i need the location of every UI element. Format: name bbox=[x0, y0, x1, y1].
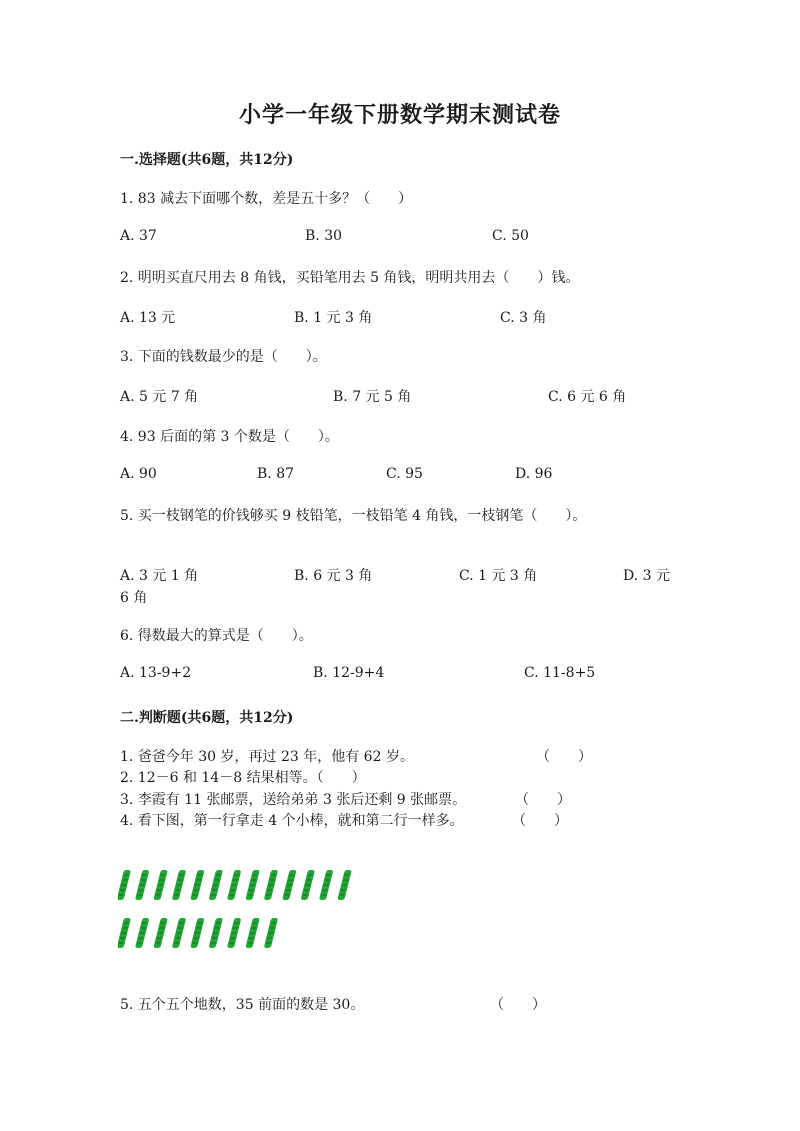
question-6: 6. 得数最大的算式是（ ）。 bbox=[120, 628, 313, 644]
question-4: 4. 93 后面的第 3 个数是（ ）。 bbox=[120, 429, 339, 445]
row2-stick bbox=[118, 918, 131, 948]
q4-option-c: C. 95 bbox=[386, 466, 423, 482]
q5-option-b: B. 6 元 3 角 bbox=[294, 568, 373, 584]
row1-stick bbox=[245, 870, 259, 900]
question-2: 2. 明明买直尺用去 8 角钱，买铅笔用去 5 角钱，明明共用去（ ）钱。 bbox=[120, 270, 580, 286]
q2-option-a: A. 13 元 bbox=[120, 310, 176, 326]
q4-option-a: A. 90 bbox=[120, 466, 157, 482]
row1-stick bbox=[118, 870, 131, 900]
q5-option-a: A. 3 元 1 角 bbox=[120, 568, 199, 584]
row1-stick bbox=[135, 870, 149, 900]
row2-stick bbox=[190, 918, 204, 948]
q6-option-c: C. 11-8+5 bbox=[524, 665, 596, 681]
q1-option-c: C. 50 bbox=[492, 228, 529, 244]
q1-option-a: A. 37 bbox=[120, 228, 157, 244]
row1-stick bbox=[264, 870, 278, 900]
q6-option-b: B. 12-9+4 bbox=[313, 665, 385, 681]
q5-option-d: D. 3 元 bbox=[623, 568, 670, 584]
judge-item-4: 4. 看下图，第一行拿走 4 个小棒，就和第二行一样多。 bbox=[120, 813, 464, 829]
page-title: 小学一年级下册数学期末测试卷 bbox=[238, 102, 561, 128]
q4-option-d: D. 96 bbox=[515, 466, 553, 482]
q3-option-c: C. 6 元 6 角 bbox=[548, 389, 627, 405]
row1-stick bbox=[190, 870, 204, 900]
judge-item-3: 3. 李霞有 11 张邮票，送给弟弟 3 张后还剩 9 张邮票。 bbox=[120, 792, 467, 808]
row2-stick bbox=[227, 918, 241, 948]
row1-stick bbox=[209, 870, 223, 900]
q5-option-d-continued: 6 角 bbox=[120, 590, 148, 606]
row2-stick bbox=[135, 918, 149, 948]
q2-option-c: C. 3 角 bbox=[500, 310, 547, 326]
row2-stick bbox=[153, 918, 167, 948]
judge-item-2: 2. 12－6 和 14－8 结果相等。（ ） bbox=[120, 770, 366, 786]
row1-stick bbox=[301, 870, 315, 900]
row1-stick bbox=[153, 870, 167, 900]
row1-stick bbox=[172, 870, 186, 900]
q3-option-b: B. 7 元 5 角 bbox=[333, 389, 412, 405]
judge-item-5-blank: （ ） bbox=[490, 997, 546, 1013]
question-1: 1. 83 减去下面哪个数，差是五十多？（ ） bbox=[120, 191, 413, 207]
judge-item-4-blank: （ ） bbox=[512, 813, 568, 829]
row2-stick bbox=[245, 918, 259, 948]
judge-item-5: 5. 五个五个地数，35 前面的数是 30。 bbox=[120, 997, 365, 1013]
row2-stick bbox=[264, 918, 278, 948]
section-heading-judge: 二.判断题(共6题，共12分) bbox=[120, 710, 294, 726]
judge-item-1: 1. 爸爸今年 30 岁，再过 23 年，他有 62 岁。 bbox=[120, 749, 414, 765]
row1-stick bbox=[319, 870, 333, 900]
row2-stick bbox=[172, 918, 186, 948]
row1-stick bbox=[227, 870, 241, 900]
judge-item-1-blank: （ ） bbox=[536, 749, 592, 765]
counting-sticks-figure bbox=[118, 864, 368, 956]
q2-option-b: B. 1 元 3 角 bbox=[294, 310, 373, 326]
q3-option-a: A. 5 元 7 角 bbox=[120, 389, 199, 405]
section-heading-choice: 一.选择题(共6题，共12分) bbox=[120, 152, 294, 168]
judge-item-3-blank: （ ） bbox=[515, 792, 571, 808]
question-3: 3. 下面的钱数最少的是（ ）。 bbox=[120, 349, 327, 365]
q6-option-a: A. 13-9+2 bbox=[120, 665, 192, 681]
q4-option-b: B. 87 bbox=[257, 466, 295, 482]
row1-stick bbox=[282, 870, 296, 900]
q5-option-c: C. 1 元 3 角 bbox=[459, 568, 538, 584]
row2-stick bbox=[209, 918, 223, 948]
question-5: 5. 买一枝钢笔的价钱够买 9 枝铅笔，一枝铅笔 4 角钱，一枝钢笔（ ）。 bbox=[120, 508, 587, 524]
row1-stick bbox=[337, 870, 351, 900]
q1-option-b: B. 30 bbox=[305, 228, 343, 244]
